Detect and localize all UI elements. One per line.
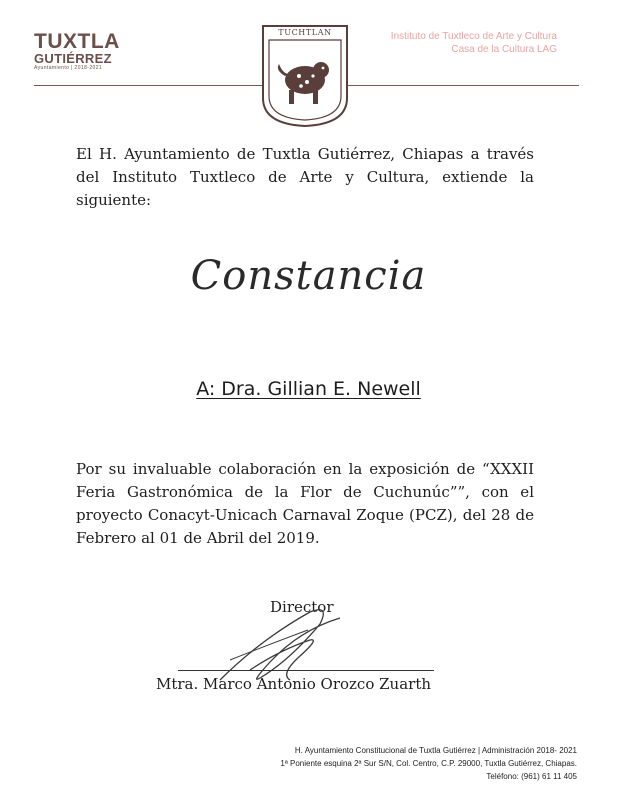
logo-caption: Ayuntamiento | 2018-2021: [34, 65, 103, 71]
signature-line: [178, 670, 434, 671]
footer-phone: Teléfono: (961) 61 11 405: [486, 772, 577, 781]
header-rule-right: [346, 85, 579, 86]
document-title: Constancia: [190, 253, 427, 299]
institute-subname: Casa de la Cultura LAG: [451, 44, 557, 55]
signer-role: Director: [270, 598, 334, 616]
intro-paragraph: El H. Ayuntamiento de Tuxtla Gutiérrez, Chiapas a través del Instituto Tuxtleco de Arte y Cultura, extiende la siguiente:: [76, 145, 534, 209]
header-rule-left: [34, 85, 264, 86]
tuchtlan-seal: [261, 24, 349, 128]
footer-line-1: H. Ayuntamiento Constitucional de Tuxtla Gutiérrez | Administración 2018- 2021: [294, 746, 577, 755]
municipality-logo: [34, 32, 134, 72]
recipient-line: A: Dra. Gillian E. Newell: [196, 378, 421, 400]
institute-name: Instituto de Tuxtleco de Arte y Cultura: [390, 31, 557, 42]
logo-subtitle: GUTIÉRREZ: [34, 51, 112, 66]
body-paragraph: Por su invaluable colaboración en la exposición de “XXXII Feria Gastronómica de la Flor de Cuchunúc””, con el proyecto Conacyt-Unicach Carnaval Zoque (PCZ), del 28 de Febrero al 01 de Abril del 2019.: [76, 460, 534, 547]
footer-address: 1ª Poniente esquina 2ª Sur S/N, Col. Centro, C.P. 29000, Tuxtla Gutiérrez, Chiapas.: [280, 759, 577, 768]
seal-label: TUCHTLAN: [278, 28, 332, 37]
logo-title: TUXTLA: [34, 30, 120, 53]
footer: [280, 744, 577, 783]
institute-header: [391, 30, 557, 56]
seal-emblem-icon: [261, 24, 349, 128]
signer-name: Mtra. Marco Antonio Orozco Zuarth: [156, 675, 432, 693]
